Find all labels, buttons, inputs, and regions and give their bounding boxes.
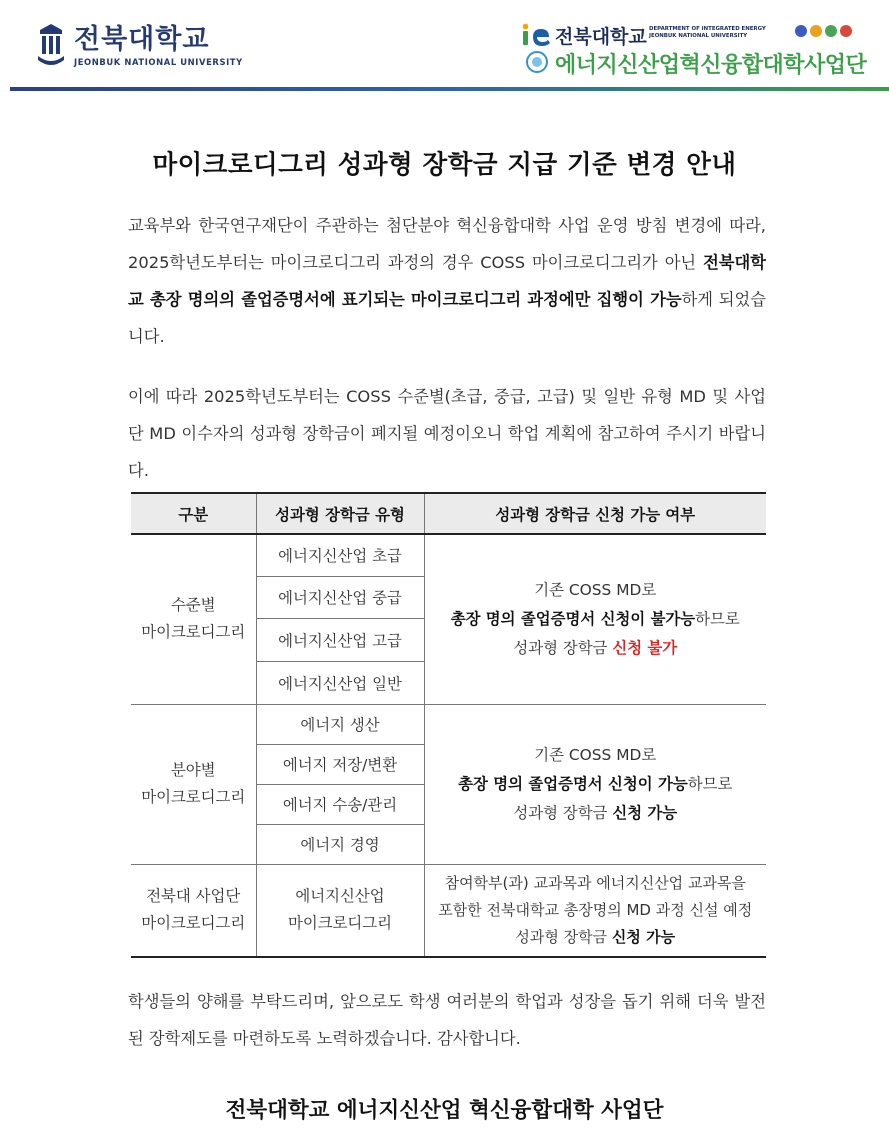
program-logo-kr1: 전북대학교	[555, 26, 647, 48]
category-cell	[131, 534, 256, 704]
signature: 전북대학교 에너지신산업 혁신융합대학 사업단	[225, 1098, 664, 1123]
notice-paragraph: 이에 따라 2025학년도부터는 COSS 수준별(초급, 중급, 고급) 및 일반 유형 MD 및 사업단 MD 이수자의 성과형 장학금이 폐지될 예정이오니 학업 계획에 참고하여 주시기 바랍니다.	[128, 387, 766, 480]
eligibility-line: 참여학부(과) 교과목과 에너지신산업 교과목을	[444, 873, 746, 892]
type-cell: 에너지 저장/변환	[256, 744, 424, 784]
eligibility-cell	[424, 864, 766, 957]
eligibility-line: 기존 COSS MD로	[534, 580, 657, 599]
program-logo-dots	[795, 25, 852, 37]
eligibility-line: 포함한 전북대학교 총장명의 MD 과정 신설 예정	[438, 900, 753, 919]
eligibility-line	[429, 634, 763, 663]
eligibility-line	[429, 770, 763, 799]
eligibility-flag: 신청 불가	[612, 638, 678, 657]
eligibility-cell	[424, 534, 766, 704]
page-header	[0, 0, 889, 96]
program-logo	[521, 20, 867, 78]
intro-text-1: 교육부와 한국연구재단이 주관하는 첨단분야 혁신융합대학 사업 운영 방침 변경에 따라, 2025학년도부터는 마이크로디그리 과정의 경우 COSS 마이크로디그리가 아닌	[128, 216, 766, 272]
header-category: 구분	[131, 493, 256, 534]
eligibility-pre: 성과형 장학금	[515, 927, 612, 946]
eligibility-line: 기존 COSS MD로	[534, 745, 657, 764]
category-cell	[131, 704, 256, 864]
eligibility-flag: 신청 가능	[612, 803, 678, 822]
eligibility-line	[429, 924, 763, 951]
eligibility-tail: 하므로	[695, 609, 740, 628]
category-line: 마이크로디그리	[141, 914, 246, 933]
coss-logo-icon	[525, 50, 549, 74]
university-emblem-icon	[36, 22, 66, 70]
header-divider	[10, 87, 889, 91]
closing-paragraph: 학생들의 양해를 부탁드리며, 앞으로도 학생 여러분의 학업과 성장을 돕기 위해 더욱 발전된 장학제도를 마련하도록 노력하겠습니다. 감사합니다.	[128, 992, 766, 1048]
category-line: 수준별	[170, 596, 216, 615]
eligibility-bold: 총장 명의 졸업증명서 신청이 불가능	[450, 609, 696, 628]
type-cell: 에너지신산업 중급	[256, 576, 424, 618]
green-dot-icon	[825, 25, 837, 37]
eligibility-pre: 성과형 장학금	[513, 803, 613, 822]
red-dot-icon	[840, 25, 852, 37]
type-cell	[256, 864, 424, 957]
blue-dot-icon	[795, 25, 807, 37]
type-line: 에너지신산업	[295, 887, 385, 906]
eligibility-line	[429, 799, 763, 828]
table-row	[131, 864, 766, 957]
category-line: 마이크로디그리	[141, 623, 246, 642]
eligibility-line	[429, 605, 763, 634]
university-name-en: JEONBUK NATIONAL UNIVERSITY	[74, 57, 243, 67]
eligibility-flag: 신청 가능	[611, 927, 676, 946]
eligibility-tail: 하므로	[687, 774, 733, 793]
page-title: 마이크로디그리 성과형 장학금 지급 기준 변경 안내	[152, 150, 737, 180]
table-header-row	[131, 493, 766, 534]
header-type: 성과형 장학금 유형	[256, 493, 424, 534]
type-cell: 에너지 생산	[256, 704, 424, 744]
category-cell	[131, 864, 256, 957]
type-cell: 에너지신산업 고급	[256, 618, 424, 661]
university-logo	[36, 22, 243, 70]
type-cell: 에너지 수송/관리	[256, 784, 424, 824]
scholarship-table	[131, 492, 766, 958]
category-line: 분야별	[170, 761, 216, 779]
eligibility-bold: 총장 명의 졸업증명서 신청이 가능	[458, 774, 688, 793]
eligibility-cell	[424, 704, 766, 864]
program-logo-kr2: 에너지신산업혁신융합대학사업단	[555, 53, 867, 78]
university-name-kr: 전북대학교	[74, 24, 210, 55]
intro-paragraph	[128, 207, 766, 355]
type-cell: 에너지신산업 초급	[256, 534, 424, 576]
eligibility-pre: 성과형 장학금	[513, 638, 613, 657]
intro-text-2: 하게 되었습니다.	[128, 290, 766, 346]
category-line: 전북대 사업단	[146, 887, 241, 906]
table-row	[131, 534, 766, 576]
intro-bold: 전북대학교 총장 명의의 졸업증명서에 표기되는 마이크로디그리 과정에만 집행이 가능	[128, 253, 766, 309]
type-cell: 에너지신산업 일반	[256, 661, 424, 704]
ie-logo-icon	[521, 22, 553, 48]
type-line: 마이크로디그리	[287, 914, 393, 933]
program-logo-dept	[649, 26, 766, 40]
dept-line-2: JEONBUK NATIONAL UNIVERSITY	[649, 33, 748, 39]
table-row	[131, 704, 766, 744]
orange-dot-icon	[810, 25, 822, 37]
header-eligibility: 성과형 장학금 신청 가능 여부	[424, 493, 766, 534]
type-cell: 에너지 경영	[256, 824, 424, 864]
dept-line-1: DEPARTMENT OF INTEGRATED ENERGY	[649, 26, 766, 32]
category-line: 마이크로디그리	[141, 788, 246, 806]
